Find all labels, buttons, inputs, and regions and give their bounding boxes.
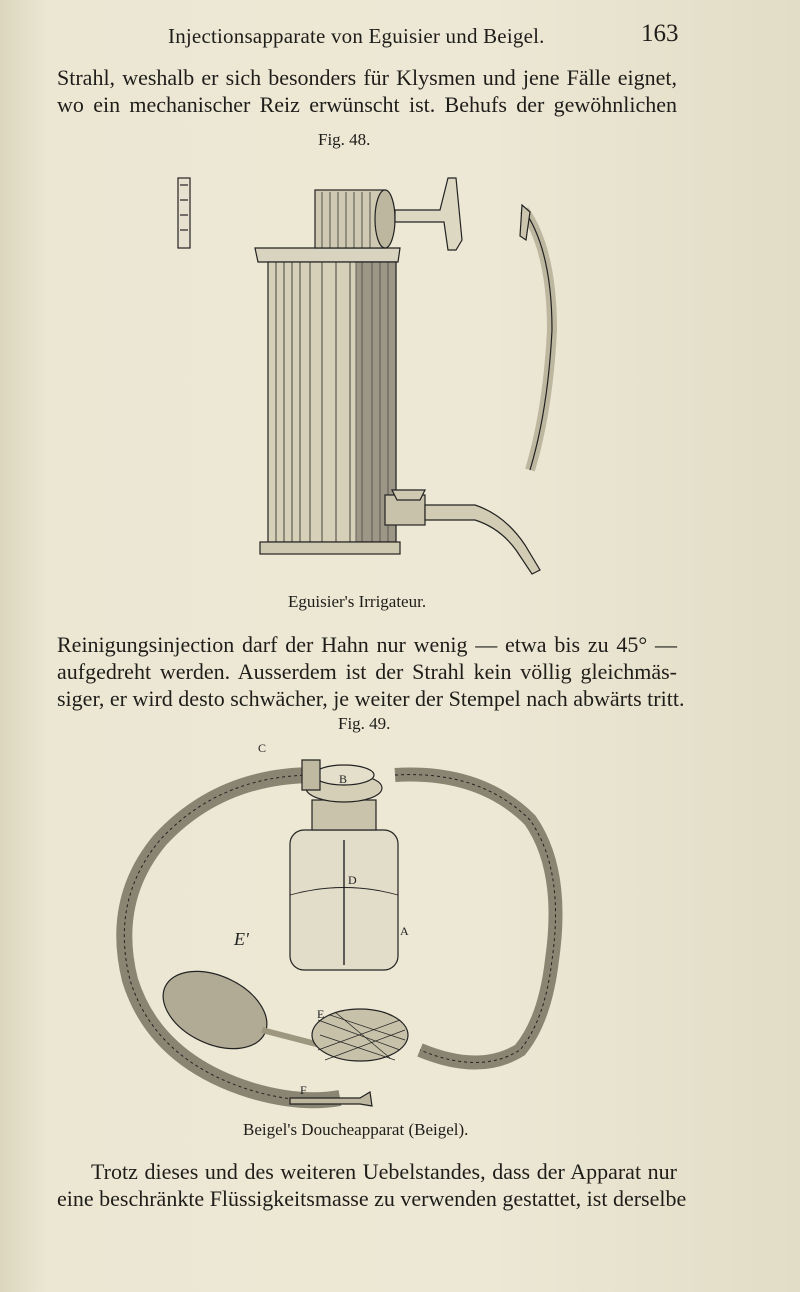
text-line: Reinigungsinjection darf der Hahn nur wenig — etwa bis zu 45° — bbox=[57, 632, 677, 657]
text-line: Strahl, weshalb er sich besonders für Klysmen und jene Fälle eignet, bbox=[57, 65, 677, 90]
text-line: aufgedreht werden. Ausserdem ist der Strahl kein völlig gleichmäs- bbox=[57, 659, 677, 684]
part-label-b: B bbox=[339, 772, 348, 786]
figure-49-label: Fig. 49. bbox=[338, 714, 391, 733]
text-line: Trotz dieses und des weiteren Uebelstandes, dass der Apparat nur bbox=[91, 1159, 677, 1184]
text-line: wo ein mechanischer Reiz erwünscht ist. Behufs der gewöhnlichen bbox=[57, 92, 677, 117]
figure-49-caption: Beigel's Doucheapparat (Beigel). bbox=[243, 1120, 469, 1139]
part-label-d: D bbox=[348, 873, 357, 887]
part-label-e: E bbox=[317, 1007, 325, 1021]
part-label-f: F bbox=[300, 1083, 307, 1097]
part-label-c: C bbox=[258, 741, 267, 755]
paragraph-3 bbox=[57, 1158, 687, 1212]
text-line: eine beschränkte Flüssigkeitsmasse zu verwenden gestattet, ist derselbe bbox=[57, 1186, 687, 1211]
page-number: 163 bbox=[641, 20, 679, 47]
part-label-a: A bbox=[400, 924, 409, 938]
figure-48-caption: Eguisier's Irrigateur. bbox=[288, 592, 427, 611]
figure-48-label: Fig. 48. bbox=[318, 130, 371, 149]
running-header: Injectionsapparate von Eguisier und Beigel. bbox=[168, 24, 545, 48]
text-line: siger, er wird desto schwächer, je weiter der Stempel nach abwärts tritt. bbox=[57, 686, 685, 711]
part-label-e-prime: E' bbox=[234, 929, 249, 949]
